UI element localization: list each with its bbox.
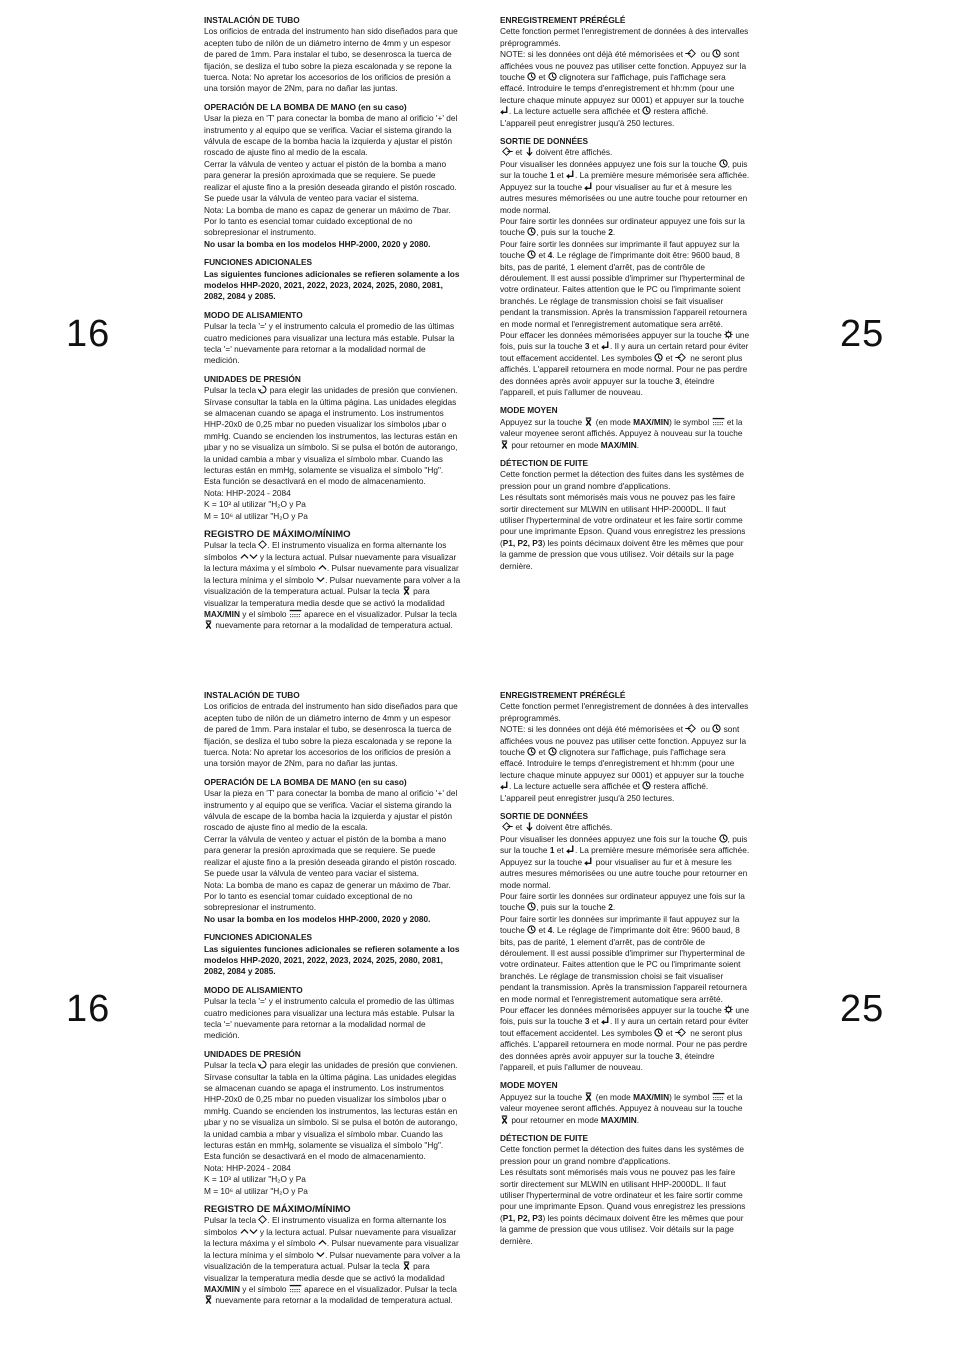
section-unidades [204,374,462,522]
diamond-right-arrow-icon [685,724,698,733]
text-run: Pulsar la tecla [204,1215,257,1226]
section-bomba [204,102,462,250]
spanish-column [204,15,462,639]
section-fuite [500,1133,750,1247]
text-run: y la lectura actual. Pulsar nuevamente para visualizar la lectura máxima y el símbolo [204,551,457,574]
section-body: Pulsar la tecla '=' y el instrumento calcula el promedio de las últimas cuatro mediciones para visualizar una lectura más estable. Pulsar la tecla '=' nuevamente para retornar a la modalidad normal de medición. [204,321,455,366]
text-run: Cette fonction permet la détection des fuites dans les systèmes de pression pour un grand nombre d'applications. Les résultats sont mémorisés mais vous ne pouvez pas les faire sortir directement sur MLWIN en utilisant HHP-2000DL. Il faut utiliser l'hyperterminal de votre ordinateur et les faire sortir comme pour une imprimante Epson. Quand vous enregistrez les pressions ( [500,469,746,548]
text-run: Pulsar la tecla [204,385,257,396]
text-run: clignotera sur l'affichage, puis l'affichage sera effacé. Introduire le temps d'enregistrement et hh:mm (pour une lecture chaque minute appuyez sur 0001) et appuyer sur la touche [500,747,744,780]
section-title: SORTIE DE DONNÉES [500,811,589,822]
section-bold-note: No usar la bomba en los modelos HHP-2000, 2020 y 2080. [204,913,431,924]
text-run: MAX/MIN [633,416,670,427]
text-run: ne seront plus affichés. L'appareil retournera en mode normal. Pour ne pas perdre des données après avoir appuyer sur la touche [500,352,748,386]
page-number-right: 25 [840,313,885,355]
page-spread-bottom [0,675,954,1350]
text-run: . El instrumento visualiza en forma alternante los símbolos [204,1215,447,1237]
text-run: 2 [608,227,613,238]
text-run: et la valeur moyenee seront affichés. Appuyez à nouveau sur la touche [500,416,743,439]
section-title: UNIDADES DE PRESIÓN [204,373,301,384]
section-fuite [500,458,750,572]
text-run: et la valeur moyenee seront affichés. Appuyez à nouveau sur la touche [500,1091,743,1114]
page-spread-top [0,0,954,675]
section-instalacion [204,690,462,770]
text-run: MAX/MIN [600,1114,637,1125]
text-run: , éteindre l'appareil, et puis l'allumer de nouveau. [500,375,715,397]
text-run: . Pour faire sortir les données sur imprimante il faut appuyez sur la touche [500,227,740,261]
text-run: 2 [608,902,613,913]
text-run: restera affiché. L'appareil peut enregistrer jusqu'à 250 lectures. [500,781,709,803]
text-run: 1 [549,845,555,856]
text-run: pour visualiser au fur et à mesure les autres mesures mémorisées ou une autre touche pour retourner en mode normal. Pour faire sortir les données sur ordinateur appuyez une fois sur la touche [500,856,748,913]
section-body [204,540,462,631]
text-run: Cette fonction permet l'enregistrement de données à des intervalles préprogrammés. NOTE: si les données ont déjà été mémorisées et [500,26,749,60]
text-run: une fois, puis sur la touche [500,329,750,352]
text-run: clignotera sur l'affichage, puis l'affichage sera effacé. Introduire le temps d'enregistrement et hh:mm (pour une lecture chaque minute appuyez sur 0001) et appuyer sur la touche [500,72,744,105]
clock-icon [527,250,536,259]
text-run: , éteindre l'appareil, et puis l'allumer de nouveau. [500,1050,715,1072]
text-run: et [591,341,599,352]
text-run: et [538,250,546,261]
text-run: . Pour faire sortir les données sur imprimante il faut appuyez sur la touche [500,902,740,936]
section-body [204,1215,462,1306]
up-down-carets-icon [240,1227,258,1236]
text-run: para elegir las unidades de presión que convienen. Sírvase consultar la tabla en la última página. Las unidades elegidas se almacenan cuando se apaga el instrumento. Los instrumentos HHP-20x0 de 0,25 mbar no pueden visualizar los símbolos µbar o mmHg. Cuando se encienden los instrumentos, las lecturas están en µbar y no se visualiza un símbolo. Si se pulsa el botón de autorango, la unidad cambia a mbar y visualiza el símbolo mbar. Cuando las lecturas están en mmHg, solamente se visualiza el símbolo "Hg". Esta función se desactivará en el modo de almacenamiento. Nota: HHP-2024 - 2084 K = 10³ al utilizar "H₂O y Pa M = 10⁶ al utilizar "H₂O y Pa [204,385,458,521]
text-run: Cette fonction permet la détection des fuites dans les systèmes de pression pour un grand nombre d'applications. Les résultats sont mémorisés mais vous ne pouvez pas les faire sortir directement sur MLWIN en utilisant HHP-2000DL. Il faut utiliser l'hyperterminal de votre ordinateur et les faire sortir comme pour une imprimante Epson. Quand vous enregistrez les pressions ( [500,1144,746,1223]
mean-x-icon [204,620,213,629]
section-instalacion [204,15,462,95]
clock-icon [642,781,651,790]
text-run: 1 [549,170,555,181]
text-run: pour retourner en mode [511,1114,599,1125]
unit-cycle-icon [258,385,267,394]
mean-x-icon [402,586,411,595]
clock-icon [527,747,536,756]
diamond-right-arrow-icon [675,353,688,362]
section-bold-note: No usar la bomba en los modelos HHP-2000, 2020 y 2080. [204,238,431,249]
section-alisamiento [204,310,462,367]
caret-down-icon [316,575,325,584]
text-run: . Il y aura un certain retard pour éviter tout effacement accidentel. Les symboles [500,341,749,363]
text-run: ou [700,724,710,735]
section-enregistrement [500,690,750,804]
section-body: Las siguientes funciones adicionales se refieren solamente a los modelos HHP-2020, 2021, 2022, 2023, 2024, 2025, 2080, 2081, 2082, 2084 y 2085. [204,268,460,302]
enter-icon [584,182,593,191]
spanish-column [204,690,462,1314]
mean-bar-icon [712,417,725,426]
text-run: Cette fonction permet l'enregistrement de données à des intervalles préprogrammés. NOTE: si les données ont déjà été mémorisées et [500,701,749,735]
text-run: et [515,822,523,833]
clock-icon [712,49,721,58]
mean-x-icon [204,1295,213,1304]
enter-icon [566,170,575,179]
text-run: . Le réglage de l'imprimante doit être: 9600 baud, 8 bits, pas de parité, 1 element d'arrêt, pas de contrôle de déroulement. Il est aussi possible d'imprimer sur l'hyperterminal de votre ordinateur. Faites attention que le PC ou l'imprimante soient branchés. Le réglage de transmission choisi se fait visualiser pendant la transmission. Après la transmission l'appareil retournera en mode normal et l'enregistrement automatique sera arrêté. Pour effacer les données mémorisées appuyer sur la touche [500,925,747,1015]
text-run: 4 [547,925,553,936]
text-run: et [556,845,564,856]
text-run: . [636,439,640,450]
enter-icon [601,341,610,350]
section-moyen [500,1080,750,1126]
section-body [500,822,750,1073]
clock-icon [548,72,557,81]
text-run: et [556,170,564,181]
mean-bar-icon [712,1092,725,1101]
text-run: 3 [584,1016,590,1027]
page-number-left: 16 [66,313,111,355]
section-unidades [204,1049,462,1197]
diamond-left-arrow-icon [500,822,513,831]
page-number-left: 16 [66,988,111,1030]
mean-x-icon [402,1261,411,1270]
text-run: Pulsar la tecla [204,540,257,551]
enter-icon [601,1016,610,1025]
caret-down-icon [316,1250,325,1259]
clock-icon [712,724,721,733]
text-run: , puis sur la touche [500,158,748,181]
text-run: et [515,147,523,158]
text-run: ou [700,49,710,60]
text-run: doivent être affichés. Pour visualiser les données appuyez une fois sur la touche [500,147,717,169]
mean-bar-icon [289,609,302,618]
enter-icon [500,106,509,115]
text-run: nuevamente para retornar a la modalidad de temperatura actual. [215,620,453,631]
text-run: para elegir las unidades de presión que convienen. Sírvase consultar la tabla en la última página. Las unidades elegidas se almacenan cuando se apaga el instrumento. Los instrumentos HHP-20x0 de 0,25 mbar no pueden visualizar los símbolos µbar o mmHg. Cuando se encienden los instrumentos, las lecturas están en µbar y no se visualiza un símbolo. Si se pulsa el botón de autorango, la unidad cambia a mbar y visualiza el símbolo mbar. Cuando las lecturas están en mmHg, solamente se visualiza el símbolo "Hg". Esta función se desactivará en el modo de almacenamiento. Nota: HHP-2024 - 2084 K = 10³ al utilizar "H₂O y Pa M = 10⁶ al utilizar "H₂O y Pa [204,1060,458,1196]
section-title: FUNCIONES ADICIONALES [204,257,313,268]
mean-x-icon [584,417,593,426]
section-body: Usar la pieza en 'T' para conectar la bomba de mano al orificio '+' del instrumento y al equipo que se verifica. Vaciar el sistema girando la válvula de escape de la bomba hacia la izquierda y ajustar el pistón roscado de ajuste fino al medio de la escala. Cerrar la válvula de venteo y actuar el pistón de la bomba a mano para generar la presión aproximada que se requiere. Se puede realizar el ajuste fino a la presión deseada girando el pistón roscado. Se puede usar la válvula de venteo para vaciar el sistema. Nota: La bomba de mano es capaz de generar un máximo de 7bar. Por lo tanto es esencial tomar cuidado exceptional de no sobrepresionar el instrumento. [204,113,458,238]
french-column [500,15,750,579]
section-funciones [204,257,462,303]
text-run: aparece en el visualizador. Pulsar la tecla [304,1283,457,1294]
section-title: OPERACIÓN DE LA BOMBA DE MANO (en su caso) [204,101,407,112]
section-title: ENREGISTREMENT PRÉRÉGLÉ [500,690,626,700]
clock-icon [719,834,728,843]
text-run: aparece en el visualizador. Pulsar la tecla [304,608,457,619]
text-run: ) le symbol [669,1091,710,1102]
text-run: Pulsar la tecla [204,1060,257,1071]
clock-icon [527,925,536,934]
section-title: OPERACIÓN DE LA BOMBA DE MANO (en su caso) [204,776,407,787]
enter-icon [566,845,575,854]
section-body [204,1060,462,1197]
clock-icon [527,227,536,236]
clock-icon [654,1028,663,1037]
text-run: et [665,352,673,363]
text-run: . Il y aura un certain retard pour éviter tout effacement accidentel. Les symboles [500,1016,749,1038]
enter-icon [584,857,593,866]
diamond-left-arrow-icon [500,147,513,156]
clock-icon [527,72,536,81]
mean-x-icon [500,1115,509,1124]
section-sortie [500,811,750,1073]
text-run: MAX/MIN [204,1283,240,1294]
text-run: . La première mesure mémorisée sera affichée. Appuyez sur la touche [500,170,750,192]
text-run: . Pulsar nuevamente para visualizar la lectura mínima y el símbolo [204,1238,459,1260]
text-run: para visualizar la temperatura media desde que se activó la modalidad [204,586,445,608]
section-title: FUNCIONES ADICIONALES [204,932,313,943]
clock-icon [548,747,557,756]
text-run: et [538,925,546,936]
french-column [500,690,750,1254]
text-run: doivent être affichés. Pour visualiser les données appuyez une fois sur la touche [500,822,717,844]
diamond-right-arrow-icon [685,49,698,58]
section-title: MODO DE ALISAMIENTO [204,984,303,995]
text-run: P1, P2, P3 [502,1212,543,1223]
text-run: (en mode [595,1091,631,1102]
text-run: para visualizar la temperatura media desde que se activó la modalidad [204,1261,445,1283]
mean-bar-icon [289,1284,302,1293]
text-run: y el símbolo [242,1283,287,1294]
section-title: REGISTRO DE MÁXIMO/MÍNIMO [204,1204,351,1216]
text-run: . La première mesure mémorisée sera affichée. Appuyez sur la touche [500,845,750,867]
section-body [500,26,750,129]
section-body: Los orificios de entrada del instrumento han sido diseñados para que acepten tubo de nilón de un diámetro interno de 4mm y un espesor de pared de 1mm. Para instalar el tubo, se desenrosca la tuerca de fijación, se desliza el tubo sobre la pieza escalonada y se repone la tuerca. Nota: No apretar los accesorios de los orificios de presión a una torsión mayor de 2Nm, para no dañar las juntas. [204,701,458,769]
text-run: . Pulsar nuevamente para volver a la visualización de la temperatura actual. Pulsar la tecla [204,1249,461,1272]
text-run: . Le réglage de l'imprimante doit être: 9600 baud, 8 bits, pas de parité, 1 element d'arrêt, pas de contrôle de déroulement. Il est aussi possible d'imprimer sur l'hyperterminal de votre ordinateur. Faites attention que le PC ou l'imprimante soient branchés. Le réglage de transmission choisi se fait visualiser pendant la transmission. Après la transmission l'appareil retournera en mode normal et l'enregistrement automatique sera arrêté. Pour effacer les données mémorisées appuyer sur la touche [500,250,747,340]
text-run: MAX/MIN [204,608,240,619]
text-run: , puis sur la touche [500,833,748,856]
section-body: Los orificios de entrada del instrumento han sido diseñados para que acepten tubo de nilón de un diámetro interno de 4mm y un espesor de pared de 1mm. Para instalar el tubo, se desenrosca la tuerca de fijación, se desliza el tubo sobre la pieza escalonada y se repone la tuerca. Nota: No apretar los accesorios de los orificios de presión a una torsión mayor de 2Nm, para no dañar las juntas. [204,26,458,94]
text-run: ) les points décimaux doivent être les mêmes que pour la gamme de pression que vous utilisez. Voir détails sur la page dernière. [500,1212,744,1246]
mean-x-icon [584,1092,593,1101]
text-run: ) les points décimaux doivent être les mêmes que pour la gamme de pression que vous utilisez. Voir détails sur la page dernière. [500,537,744,571]
section-title: DÉTECTION DE FUITE [500,458,589,469]
section-title: MODE MOYEN [500,1080,558,1091]
section-bomba [204,777,462,925]
text-run: (en mode [595,416,631,427]
section-body [500,1144,750,1247]
text-run: MAX/MIN [633,1091,670,1102]
text-run: . La lecture actuelle sera affichée et [509,781,640,792]
caret-up-icon [318,563,327,572]
text-run: et [538,72,546,83]
section-title: MODE MOYEN [500,405,558,416]
text-run: sont affichées vous ne pouvez pas utiliser cette fonction. Appuyez sur la touche [500,724,747,758]
section-body [500,417,750,451]
section-title: REGISTRO DE MÁXIMO/MÍNIMO [204,529,351,541]
section-sortie [500,136,750,398]
text-run: ne seront plus affichés. L'appareil retournera en mode normal. Pour ne pas perdre des données après avoir appuyer sur la touche [500,1027,748,1061]
section-body [500,147,750,398]
text-run: une fois, puis sur la touche [500,1004,750,1027]
section-title: DÉTECTION DE FUITE [500,1133,589,1144]
text-run: et [538,747,546,758]
text-run: 3 [584,341,590,352]
text-run: P1, P2, P3 [502,537,543,548]
text-run: restera affiché. L'appareil peut enregistrer jusqu'à 250 lectures. [500,106,709,128]
gear-icon [724,330,733,339]
section-body [500,1092,750,1126]
page-number-right: 25 [840,988,885,1030]
section-body [500,701,750,804]
section-moyen [500,405,750,451]
section-title: INSTALACIÓN DE TUBO [204,15,300,25]
text-run: pour visualiser au fur et à mesure les autres mesures mémorisées ou une autre touche pour retourner en mode normal. Pour faire sortir les données sur ordinateur appuyez une fois sur la touche [500,181,748,238]
clock-icon [654,353,663,362]
caret-up-icon [318,1238,327,1247]
section-body: Pulsar la tecla '=' y el instrumento calcula el promedio de las últimas cuatro mediciones para visualizar una lectura más estable. Pulsar la tecla '=' nuevamente para retornar a la modalidad normal de medición. [204,996,455,1041]
section-registro [204,529,462,632]
section-title: SORTIE DE DONNÉES [500,136,589,147]
diamond-right-arrow-icon [675,1028,688,1037]
text-run: 4 [547,250,553,261]
section-title: ENREGISTREMENT PRÉRÉGLÉ [500,15,626,25]
down-arrow-icon [525,147,534,156]
text-run: sont affichées vous ne pouvez pas utiliser cette fonction. Appuyez sur la touche [500,49,747,83]
text-run: Appuyez sur la touche [500,416,583,427]
text-run: MAX/MIN [600,439,637,450]
section-body [500,469,750,572]
text-run: 3 [675,1050,680,1061]
text-run: Appuyez sur la touche [500,1091,583,1102]
down-arrow-icon [525,822,534,831]
text-run: . Pulsar nuevamente para volver a la visualización de la temperatura actual. Pulsar la tecla [204,574,461,597]
text-run: ) le symbol [669,416,710,427]
text-run: nuevamente para retornar a la modalidad de temperatura actual. [215,1295,453,1306]
text-run: . Pulsar nuevamente para visualizar la lectura mínima y el símbolo [204,563,459,585]
up-down-carets-icon [240,552,258,561]
section-body [204,385,462,522]
text-run: . [636,1114,640,1125]
text-run: 3 [675,375,680,386]
section-title: MODO DE ALISAMIENTO [204,309,303,320]
enter-icon [500,781,509,790]
section-alisamiento [204,985,462,1042]
clock-icon [719,159,728,168]
gear-icon [724,1005,733,1014]
text-run: et [591,1016,599,1027]
text-run: , puis sur la touche [536,902,606,913]
text-run: y la lectura actual. Pulsar nuevamente para visualizar la lectura máxima y el símbolo [204,1226,457,1249]
clock-icon [642,106,651,115]
clock-icon [527,902,536,911]
text-run: , puis sur la touche [536,227,606,238]
section-body: Las siguientes funciones adicionales se refieren solamente a los modelos HHP-2020, 2021, 2022, 2023, 2024, 2025, 2080, 2081, 2082, 2084 y 2085. [204,943,460,977]
text-run: et [665,1027,673,1038]
section-body: Usar la pieza en 'T' para conectar la bomba de mano al orificio '+' del instrumento y al equipo que se verifica. Vaciar el sistema girando la válvula de escape de la bomba hacia la izquierda y ajustar el pistón roscado de ajuste fino al medio de la escala. Cerrar la válvula de venteo y actuar el pistón de la bomba a mano para generar la presión aproximada que se requiere. Se puede realizar el ajuste fino a la presión deseada girando el pistón roscado. Se puede usar la válvula de venteo para vaciar el sistema. Nota: La bomba de mano es capaz de generar un máximo de 7bar. Por lo tanto es esencial tomar cuidado exceptional de no sobrepresionar el instrumento. [204,788,458,913]
text-run: y el símbolo [242,608,287,619]
section-title: INSTALACIÓN DE TUBO [204,690,300,700]
section-registro [204,1204,462,1307]
section-funciones [204,932,462,978]
mean-x-icon [500,440,509,449]
text-run: . La lecture actuelle sera affichée et [509,106,640,117]
section-title: UNIDADES DE PRESIÓN [204,1048,301,1059]
text-run: pour retourner en mode [511,439,599,450]
text-run: . El instrumento visualiza en forma alternante los símbolos [204,540,447,562]
section-enregistrement [500,15,750,129]
unit-cycle-icon [258,1060,267,1069]
